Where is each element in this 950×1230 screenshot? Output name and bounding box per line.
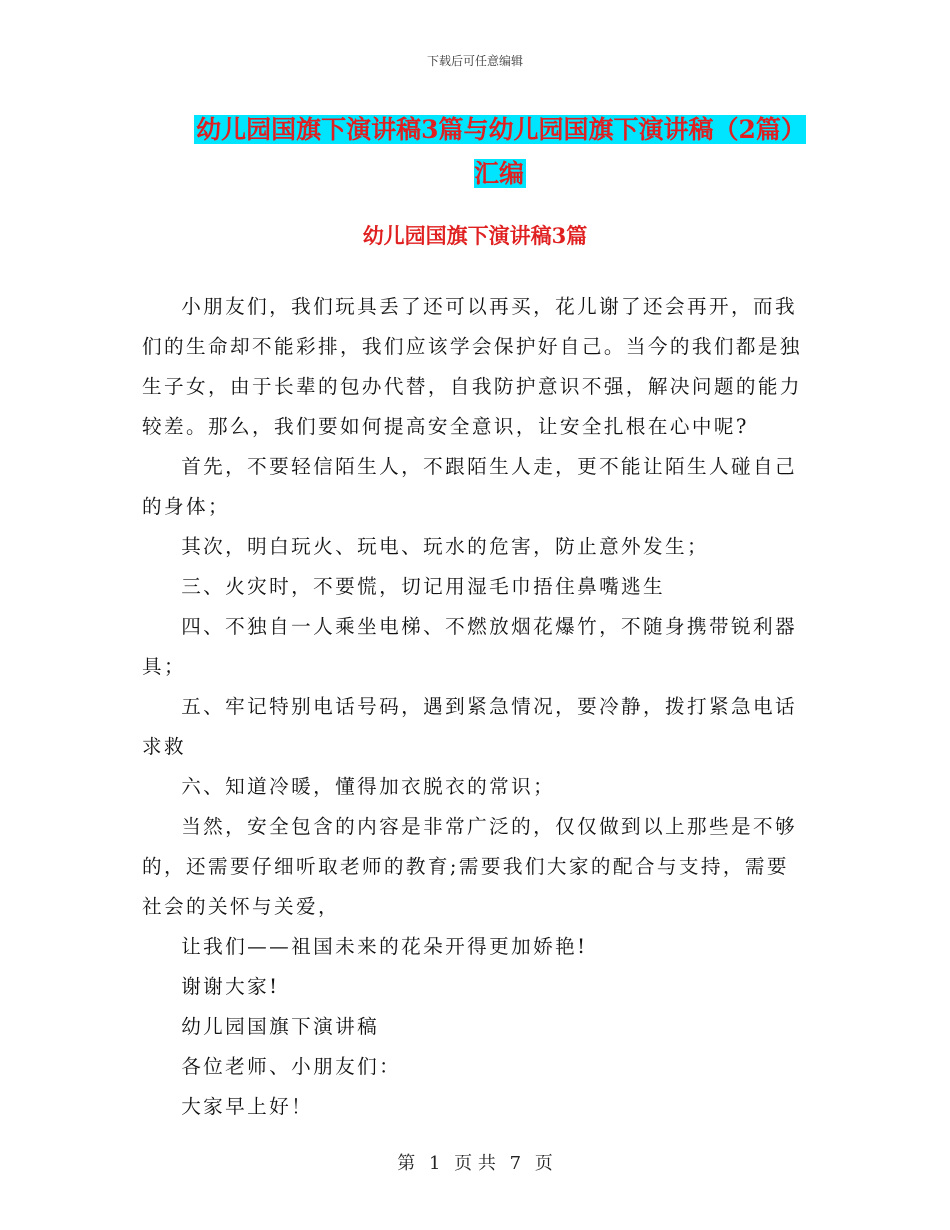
- footer-prefix: 第: [397, 1153, 416, 1174]
- paragraph: 各位老师、小朋友们：: [181, 1055, 402, 1078]
- section-title: 幼儿园国旗下演讲稿3篇: [362, 223, 588, 248]
- paragraph: 让我们——祖国未来的花朵开得更加娇艳!: [181, 935, 588, 958]
- paragraph: 其次，明白玩火、玩电、玩水的危害，防止意外发生；: [181, 535, 710, 558]
- page-footer: [0, 1152, 950, 1176]
- paragraph: 首先，不要轻信陌生人，不跟陌生人走，更不能让陌生人碰自己的身体；: [142, 455, 798, 518]
- footer-suffix: 页: [534, 1153, 553, 1174]
- footer-middle: 页 共: [454, 1153, 496, 1174]
- document-body: [142, 287, 806, 1127]
- paragraph: 六、知道冷暖，懂得加衣脱衣的常识；: [181, 775, 556, 798]
- paragraph: 当然，安全包含的内容是非常广泛的，仅仅做到以上那些是不够的，还需要仔细听取老师的教育;需要我们大家的配合与支持，需要社会的关怀与关爱，: [142, 815, 798, 918]
- paragraph: 小朋友们，我们玩具丢了还可以再买，花儿谢了还会再开，而我们的生命却不能彩排，我们应该学会保护好自己。当今的我们都是独生子女，由于长辈的包办代替，自我防护意识不强，解决问题的能力较差。那么，我们要如何提高安全意识，让安全扎根在心中呢?: [142, 295, 802, 438]
- paragraph: 五、牢记特别电话号码，遇到紧急情况，要冷静，拨打紧急电话求救: [142, 695, 798, 758]
- paragraph: 大家早上好！: [181, 1095, 314, 1118]
- page-header-note: 下载后可任意编辑: [426, 54, 523, 68]
- paragraph: 三、火灾时，不要慌，切记用湿毛巾捂住鼻嘴逃生: [181, 575, 666, 598]
- paragraph: 谢谢大家!: [181, 975, 280, 998]
- paragraph: 幼儿园国旗下演讲稿: [181, 1015, 380, 1038]
- footer-page-number: 1: [428, 1153, 441, 1174]
- footer-total-pages: 7: [509, 1153, 522, 1174]
- paragraph: 四、不独自一人乘坐电梯、不燃放烟花爆竹，不随身携带锐利器具；: [142, 615, 798, 678]
- document-title: [190, 108, 810, 196]
- document-title-text: 幼儿园国旗下演讲稿3篇与幼儿园国旗下演讲稿（2篇）汇编: [196, 115, 806, 188]
